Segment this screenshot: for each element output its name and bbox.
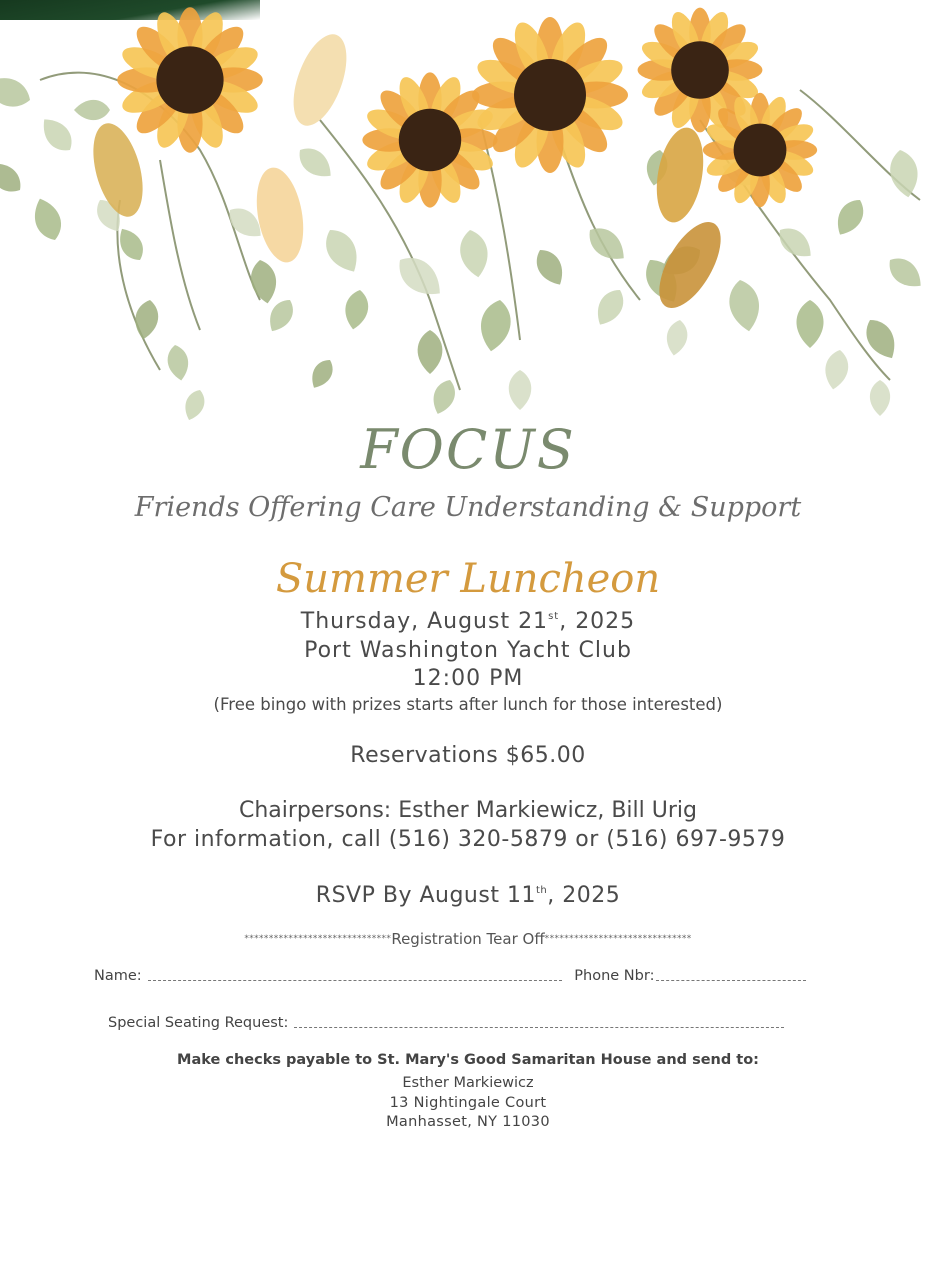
bud-shape [84, 118, 151, 222]
leaf-shape [132, 298, 161, 341]
bingo-note: (Free bingo with prizes starts after lunch for those interested) [213, 695, 723, 714]
sunflower [117, 7, 263, 153]
leaf-shape [726, 277, 764, 333]
chairpersons: Chairpersons: Esther Markiewicz, Bill Urig [238, 798, 697, 823]
event-time: 12:00 PM [412, 666, 524, 691]
name-label: Name: [94, 968, 142, 984]
leaf-shape [318, 223, 365, 278]
bud-shape [650, 124, 710, 226]
leaf-shape [870, 380, 890, 416]
leaf-shape [796, 300, 823, 348]
stars-left: ****************************** [244, 934, 392, 944]
name-field[interactable] [148, 979, 562, 981]
leaf-shape [0, 71, 35, 113]
seating-field[interactable] [294, 1026, 784, 1028]
leaf-shape [74, 100, 110, 120]
leaf-shape [391, 249, 450, 305]
event-venue: Port Washington Yacht Club [304, 638, 632, 663]
leaf-shape [306, 355, 338, 392]
leaf-shape [0, 156, 27, 199]
organization-subtitle: Friends Offering Care Understanding & Support [134, 492, 802, 523]
leaf-shape [293, 141, 338, 184]
sunflower [472, 17, 628, 173]
mailing-street: 13 Nightingale Court [389, 1095, 547, 1111]
tear-off-label: Registration Tear Off [391, 930, 545, 948]
leaf-shape [509, 370, 532, 410]
leaf-shape [457, 228, 492, 280]
leaf-shape [342, 288, 371, 331]
leaf-shape [883, 251, 928, 294]
leaf-shape [822, 348, 851, 391]
leaf-shape [590, 284, 630, 330]
contact-info: For information, call (516) 320-5879 or (516) 697-9579 [150, 827, 786, 852]
reservations-price: Reservations $65.00 [350, 743, 586, 768]
bud-shape [250, 164, 310, 266]
bud-shape [283, 27, 357, 132]
name-field-row [94, 968, 806, 984]
event-name: Summer Luncheon [275, 556, 661, 602]
organization-title: FOCUS [360, 418, 576, 481]
sunflower [703, 93, 817, 207]
leaf-shape [530, 244, 570, 290]
stars-right: ****************************** [544, 934, 692, 944]
leaf-shape [859, 314, 902, 364]
leaf-shape [181, 387, 209, 420]
leaf-shape [830, 194, 870, 240]
payment-instruction: Make checks payable to St. Mary's Good Samaritan House and send to: [177, 1052, 759, 1068]
seating-label: Special Seating Request: [108, 1015, 289, 1031]
rsvp-deadline: RSVP By August 11th, 2025 [315, 883, 621, 908]
mailing-name: Esther Markiewicz [402, 1075, 534, 1091]
leaf-shape [582, 221, 632, 268]
tear-off-header [0, 930, 936, 948]
phone-field[interactable] [656, 979, 806, 981]
leaf-shape [165, 343, 191, 382]
leaf-shape [477, 297, 515, 353]
leaf-shape [428, 377, 459, 418]
leaf-shape [28, 194, 66, 244]
leaf-shape [36, 112, 79, 157]
phone-label: Phone Nbr: [574, 968, 655, 984]
event-date: Thursday, August 21st, 2025 [300, 609, 636, 634]
leaf-shape [887, 148, 922, 200]
leaf-shape [664, 318, 690, 357]
sunflower-garland-illustration [0, 0, 936, 420]
leaf-shape [248, 258, 280, 306]
leaf-shape [418, 330, 443, 374]
seating-field-row [108, 1015, 784, 1031]
mailing-city: Manhasset, NY 11030 [386, 1114, 550, 1130]
